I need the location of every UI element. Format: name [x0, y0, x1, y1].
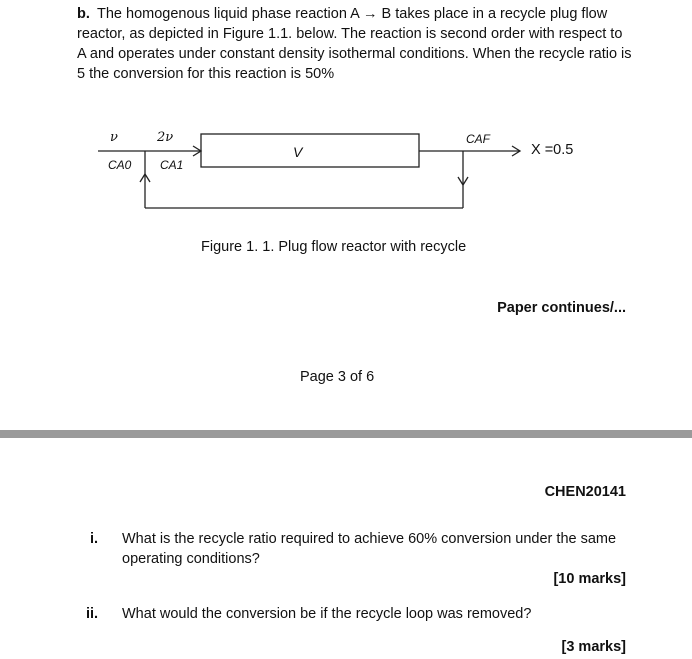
feed-flow-label: ν	[110, 130, 118, 145]
part-i-text: What is the recycle ratio required to achieve 60% conversion under the same operating conditions?	[122, 531, 617, 567]
page-separator	[0, 430, 692, 438]
page-number: Page 3 of 6	[300, 369, 375, 385]
part-i-label: i.	[90, 531, 99, 547]
question-text: The homogenous liquid phase reaction A → B takes place in a recycle plug flow reactor, as depicted in Figure 1.1. below. The reaction is second order with respect to A and operates under constant density isothermal conditions. When the recycle ratio is 5 the conversion for this reaction is 50%	[77, 6, 632, 82]
reactor-flow-label: 2ν	[157, 130, 174, 145]
reactor-volume-label: V	[293, 144, 303, 160]
ca0-label: CA0	[108, 158, 132, 172]
paper-continues: Paper continues/...	[497, 300, 626, 316]
recycle-reactor-diagram	[0, 120, 692, 220]
part-ii-text: What would the conversion be if the recycle loop was removed?	[122, 606, 532, 622]
question-label: b.	[77, 6, 90, 22]
conversion-label: X =0.5	[531, 142, 574, 158]
part-ii-label: ii.	[86, 606, 99, 622]
figure-caption: Figure 1. 1. Plug flow reactor with recycle	[201, 239, 467, 255]
flow-lines	[0, 120, 692, 220]
course-code: CHEN20141	[544, 484, 626, 500]
ca1-label: CA1	[160, 158, 184, 172]
part-ii-marks: [3 marks]	[561, 639, 626, 655]
part-i-marks: [10 marks]	[553, 571, 626, 587]
caf-label: CAF	[466, 132, 490, 146]
